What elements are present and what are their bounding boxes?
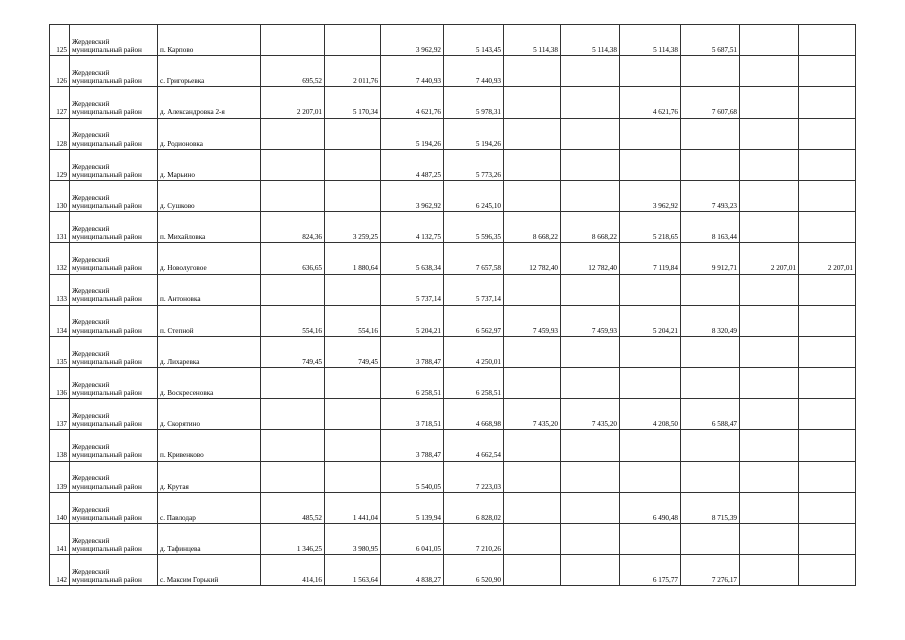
value-cell xyxy=(504,149,561,180)
value-cell xyxy=(620,149,681,180)
value-cell: 7 223,03 xyxy=(444,461,504,492)
district-cell: Жердевский муниципальный район xyxy=(70,180,158,211)
table-row xyxy=(50,430,856,461)
value-cell xyxy=(620,274,681,305)
district-cell: Жердевский муниципальный район xyxy=(70,461,158,492)
row-number-cell: 127 xyxy=(50,87,70,118)
row-number-cell: 132 xyxy=(50,243,70,274)
value-cell: 7 276,17 xyxy=(681,555,740,586)
value-cell xyxy=(740,524,799,555)
table-row xyxy=(50,180,856,211)
row-number-cell: 126 xyxy=(50,56,70,87)
value-cell xyxy=(799,524,856,555)
value-cell: 2 207,01 xyxy=(261,87,325,118)
district-cell: Жердевский муниципальный район xyxy=(70,399,158,430)
value-cell: 8 320,49 xyxy=(681,305,740,336)
data-table xyxy=(49,24,856,586)
value-cell xyxy=(740,87,799,118)
value-cell xyxy=(799,461,856,492)
row-number-cell: 135 xyxy=(50,336,70,367)
district-cell: Жердевский муниципальный район xyxy=(70,368,158,399)
value-cell xyxy=(799,118,856,149)
value-cell xyxy=(325,180,381,211)
locality-cell: д. Воскресеновка xyxy=(158,368,261,399)
value-cell: 8 715,39 xyxy=(681,492,740,523)
value-cell: 5 114,38 xyxy=(620,25,681,56)
value-cell xyxy=(740,305,799,336)
locality-cell: с. Максим Горький xyxy=(158,555,261,586)
value-cell: 8 668,22 xyxy=(561,212,620,243)
value-cell: 7 459,93 xyxy=(504,305,561,336)
value-cell: 5 194,26 xyxy=(444,118,504,149)
value-cell xyxy=(261,368,325,399)
value-cell xyxy=(620,461,681,492)
district-cell: Жердевский муниципальный район xyxy=(70,524,158,555)
value-cell: 5 114,38 xyxy=(504,25,561,56)
value-cell: 5 773,26 xyxy=(444,149,504,180)
value-cell xyxy=(261,274,325,305)
value-cell xyxy=(261,149,325,180)
district-cell: Жердевский муниципальный район xyxy=(70,25,158,56)
value-cell: 5 139,94 xyxy=(381,492,444,523)
value-cell xyxy=(740,56,799,87)
value-cell xyxy=(799,25,856,56)
value-cell xyxy=(561,87,620,118)
value-cell xyxy=(740,430,799,461)
value-cell xyxy=(261,180,325,211)
locality-cell: д. Лихаревка xyxy=(158,336,261,367)
value-cell: 4 621,76 xyxy=(381,87,444,118)
value-cell: 3 962,92 xyxy=(381,180,444,211)
value-cell: 5 540,05 xyxy=(381,461,444,492)
value-cell: 7 657,58 xyxy=(444,243,504,274)
value-cell: 4 208,50 xyxy=(620,399,681,430)
value-cell: 1 346,25 xyxy=(261,524,325,555)
table-row xyxy=(50,118,856,149)
table-body xyxy=(50,25,856,586)
value-cell: 6 245,10 xyxy=(444,180,504,211)
value-cell xyxy=(681,336,740,367)
value-cell xyxy=(325,368,381,399)
value-cell: 1 563,64 xyxy=(325,555,381,586)
row-number-cell: 130 xyxy=(50,180,70,211)
value-cell: 554,16 xyxy=(325,305,381,336)
value-cell: 7 607,68 xyxy=(681,87,740,118)
value-cell xyxy=(561,149,620,180)
value-cell xyxy=(504,430,561,461)
locality-cell: с. Павлодар xyxy=(158,492,261,523)
value-cell xyxy=(799,56,856,87)
value-cell: 5 638,34 xyxy=(381,243,444,274)
table-row xyxy=(50,305,856,336)
value-cell xyxy=(799,399,856,430)
table-row xyxy=(50,399,856,430)
value-cell: 5 143,45 xyxy=(444,25,504,56)
row-number-cell: 128 xyxy=(50,118,70,149)
table-row xyxy=(50,368,856,399)
row-number-cell: 129 xyxy=(50,149,70,180)
district-cell: Жердевский муниципальный район xyxy=(70,274,158,305)
locality-cell: д. Новолуговое xyxy=(158,243,261,274)
value-cell: 5 737,14 xyxy=(381,274,444,305)
value-cell: 7 440,93 xyxy=(444,56,504,87)
value-cell xyxy=(561,180,620,211)
value-cell xyxy=(620,56,681,87)
value-cell: 5 204,21 xyxy=(620,305,681,336)
row-number-cell: 136 xyxy=(50,368,70,399)
value-cell xyxy=(261,25,325,56)
value-cell: 4 668,98 xyxy=(444,399,504,430)
value-cell: 6 588,47 xyxy=(681,399,740,430)
locality-cell: п. Кривенково xyxy=(158,430,261,461)
value-cell: 6 490,48 xyxy=(620,492,681,523)
row-number-cell: 131 xyxy=(50,212,70,243)
value-cell xyxy=(504,555,561,586)
locality-cell: д. Сушково xyxy=(158,180,261,211)
district-cell: Жердевский муниципальный район xyxy=(70,305,158,336)
value-cell xyxy=(799,274,856,305)
value-cell xyxy=(620,118,681,149)
table-row xyxy=(50,461,856,492)
value-cell: 4 250,01 xyxy=(444,336,504,367)
value-cell xyxy=(504,524,561,555)
value-cell: 7 435,20 xyxy=(561,399,620,430)
value-cell: 5 737,14 xyxy=(444,274,504,305)
value-cell xyxy=(681,118,740,149)
value-cell xyxy=(740,25,799,56)
value-cell xyxy=(561,430,620,461)
value-cell: 8 668,22 xyxy=(504,212,561,243)
value-cell: 12 782,40 xyxy=(561,243,620,274)
value-cell: 749,45 xyxy=(261,336,325,367)
value-cell: 5 218,65 xyxy=(620,212,681,243)
value-cell: 9 912,71 xyxy=(681,243,740,274)
value-cell: 6 562,97 xyxy=(444,305,504,336)
table-row xyxy=(50,524,856,555)
value-cell xyxy=(261,430,325,461)
locality-cell: п. Карпово xyxy=(158,25,261,56)
table-row xyxy=(50,492,856,523)
value-cell xyxy=(681,430,740,461)
value-cell: 5 114,38 xyxy=(561,25,620,56)
district-cell: Жердевский муниципальный район xyxy=(70,492,158,523)
row-number-cell: 141 xyxy=(50,524,70,555)
value-cell: 554,16 xyxy=(261,305,325,336)
value-cell xyxy=(620,430,681,461)
value-cell xyxy=(740,461,799,492)
value-cell xyxy=(504,368,561,399)
value-cell xyxy=(561,461,620,492)
table-row xyxy=(50,243,856,274)
row-number-cell: 134 xyxy=(50,305,70,336)
table-row xyxy=(50,212,856,243)
value-cell xyxy=(325,149,381,180)
row-number-cell: 125 xyxy=(50,25,70,56)
row-number-cell: 133 xyxy=(50,274,70,305)
table-row xyxy=(50,87,856,118)
value-cell: 749,45 xyxy=(325,336,381,367)
value-cell xyxy=(620,524,681,555)
district-cell: Жердевский муниципальный район xyxy=(70,336,158,367)
value-cell: 6 828,02 xyxy=(444,492,504,523)
value-cell xyxy=(740,149,799,180)
value-cell xyxy=(504,461,561,492)
value-cell: 4 132,75 xyxy=(381,212,444,243)
value-cell xyxy=(325,118,381,149)
value-cell: 6 258,51 xyxy=(381,368,444,399)
locality-cell: д. Тафинцева xyxy=(158,524,261,555)
value-cell xyxy=(740,368,799,399)
value-cell: 4 487,25 xyxy=(381,149,444,180)
value-cell xyxy=(561,368,620,399)
locality-cell: п. Михайловка xyxy=(158,212,261,243)
value-cell: 1 441,04 xyxy=(325,492,381,523)
value-cell xyxy=(799,555,856,586)
value-cell xyxy=(504,56,561,87)
value-cell xyxy=(799,368,856,399)
value-cell xyxy=(799,180,856,211)
district-cell: Жердевский муниципальный район xyxy=(70,243,158,274)
value-cell: 6 520,90 xyxy=(444,555,504,586)
value-cell xyxy=(740,118,799,149)
value-cell: 3 718,51 xyxy=(381,399,444,430)
value-cell xyxy=(325,274,381,305)
value-cell: 3 788,47 xyxy=(381,430,444,461)
value-cell xyxy=(504,274,561,305)
value-cell: 12 782,40 xyxy=(504,243,561,274)
value-cell xyxy=(681,524,740,555)
value-cell xyxy=(561,524,620,555)
value-cell xyxy=(740,492,799,523)
value-cell xyxy=(561,274,620,305)
value-cell xyxy=(681,368,740,399)
locality-cell: д. Марьино xyxy=(158,149,261,180)
value-cell xyxy=(799,492,856,523)
value-cell xyxy=(504,336,561,367)
value-cell: 7 119,84 xyxy=(620,243,681,274)
value-cell xyxy=(799,212,856,243)
value-cell: 5 596,35 xyxy=(444,212,504,243)
district-cell: Жердевский муниципальный район xyxy=(70,56,158,87)
value-cell xyxy=(261,461,325,492)
row-number-cell: 140 xyxy=(50,492,70,523)
row-number-cell: 142 xyxy=(50,555,70,586)
value-cell xyxy=(799,430,856,461)
value-cell: 6 041,05 xyxy=(381,524,444,555)
table-row xyxy=(50,25,856,56)
value-cell xyxy=(681,461,740,492)
value-cell: 485,52 xyxy=(261,492,325,523)
value-cell: 695,52 xyxy=(261,56,325,87)
value-cell xyxy=(261,399,325,430)
value-cell: 4 838,27 xyxy=(381,555,444,586)
value-cell xyxy=(561,555,620,586)
value-cell: 7 459,93 xyxy=(561,305,620,336)
value-cell xyxy=(325,430,381,461)
locality-cell: п. Антоновка xyxy=(158,274,261,305)
value-cell xyxy=(620,336,681,367)
value-cell: 2 011,76 xyxy=(325,56,381,87)
value-cell: 2 207,01 xyxy=(799,243,856,274)
value-cell: 8 163,44 xyxy=(681,212,740,243)
locality-cell: п. Степной xyxy=(158,305,261,336)
locality-cell: д. Скорятино xyxy=(158,399,261,430)
value-cell xyxy=(681,149,740,180)
value-cell: 4 621,76 xyxy=(620,87,681,118)
value-cell xyxy=(740,399,799,430)
value-cell xyxy=(504,492,561,523)
value-cell: 5 687,51 xyxy=(681,25,740,56)
value-cell xyxy=(740,555,799,586)
row-number-cell: 139 xyxy=(50,461,70,492)
value-cell xyxy=(325,461,381,492)
district-cell: Жердевский муниципальный район xyxy=(70,555,158,586)
locality-cell: д. Родионовка xyxy=(158,118,261,149)
value-cell: 5 978,31 xyxy=(444,87,504,118)
value-cell: 3 980,95 xyxy=(325,524,381,555)
value-cell: 1 880,64 xyxy=(325,243,381,274)
value-cell xyxy=(325,399,381,430)
value-cell xyxy=(740,180,799,211)
value-cell xyxy=(740,336,799,367)
value-cell: 414,16 xyxy=(261,555,325,586)
district-cell: Жердевский муниципальный район xyxy=(70,212,158,243)
value-cell: 824,36 xyxy=(261,212,325,243)
district-cell: Жердевский муниципальный район xyxy=(70,430,158,461)
table-row xyxy=(50,274,856,305)
district-cell: Жердевский муниципальный район xyxy=(70,87,158,118)
value-cell xyxy=(799,87,856,118)
value-cell xyxy=(504,87,561,118)
value-cell xyxy=(261,118,325,149)
table-row xyxy=(50,56,856,87)
table-row xyxy=(50,555,856,586)
locality-cell: д. Крутая xyxy=(158,461,261,492)
value-cell xyxy=(799,336,856,367)
value-cell: 636,65 xyxy=(261,243,325,274)
value-cell: 7 493,23 xyxy=(681,180,740,211)
value-cell xyxy=(561,56,620,87)
district-cell: Жердевский муниципальный район xyxy=(70,118,158,149)
value-cell xyxy=(325,25,381,56)
value-cell: 4 662,54 xyxy=(444,430,504,461)
value-cell xyxy=(561,492,620,523)
value-cell xyxy=(504,180,561,211)
value-cell xyxy=(681,56,740,87)
value-cell: 6 258,51 xyxy=(444,368,504,399)
row-number-cell: 138 xyxy=(50,430,70,461)
locality-cell: д. Александровка 2-я xyxy=(158,87,261,118)
row-number-cell: 137 xyxy=(50,399,70,430)
value-cell: 3 259,25 xyxy=(325,212,381,243)
value-cell xyxy=(561,118,620,149)
value-cell xyxy=(799,149,856,180)
district-cell: Жердевский муниципальный район xyxy=(70,149,158,180)
value-cell: 2 207,01 xyxy=(740,243,799,274)
value-cell: 3 962,92 xyxy=(381,25,444,56)
value-cell: 5 204,21 xyxy=(381,305,444,336)
value-cell: 7 210,26 xyxy=(444,524,504,555)
value-cell xyxy=(504,118,561,149)
value-cell: 3 788,47 xyxy=(381,336,444,367)
value-cell: 5 194,26 xyxy=(381,118,444,149)
value-cell xyxy=(799,305,856,336)
value-cell xyxy=(561,336,620,367)
value-cell xyxy=(740,274,799,305)
table-row xyxy=(50,149,856,180)
value-cell xyxy=(681,274,740,305)
value-cell: 3 962,92 xyxy=(620,180,681,211)
value-cell: 6 175,77 xyxy=(620,555,681,586)
value-cell: 7 435,20 xyxy=(504,399,561,430)
table-row xyxy=(50,336,856,367)
locality-cell: с. Григорьевка xyxy=(158,56,261,87)
value-cell xyxy=(740,212,799,243)
value-cell xyxy=(620,368,681,399)
value-cell: 7 440,93 xyxy=(381,56,444,87)
value-cell: 5 170,34 xyxy=(325,87,381,118)
